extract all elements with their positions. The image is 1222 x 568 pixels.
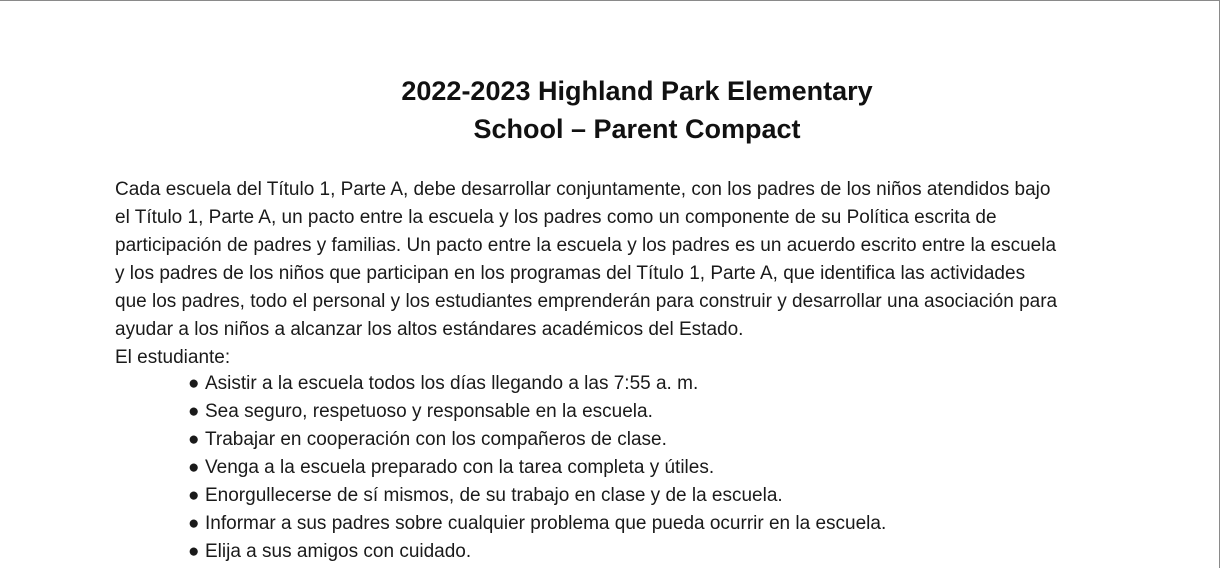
list-item-text: Enorgullecerse de sí mismos, de su trabajo en clase y de la escuela. [205, 485, 783, 506]
bullet-icon: ● [188, 513, 200, 534]
intro-line: el Título 1, Parte A, un pacto entre la escuela y los padres como un componente de su Política escrita de [115, 207, 997, 228]
list-item [188, 454, 886, 482]
intro-line: y los padres de los niños que participan en los programas del Título 1, Parte A, que identifica las actividades [115, 263, 1026, 284]
title-line-1: 2022-2023 Highland Park Elementary [401, 76, 873, 106]
list-item-text: Elija a sus amigos con cuidado. [205, 541, 472, 562]
bullet-icon: ● [188, 457, 200, 478]
title-line-2: School – Parent Compact [473, 114, 801, 144]
list-item-text: Trabajar en cooperación con los compañeros de clase. [205, 429, 667, 450]
list-item [188, 510, 886, 538]
list-item [188, 482, 886, 510]
intro-line: participación de padres y familias. Un pacto entre la escuela y los padres es un acuerdo escrito entre la escuela [115, 235, 1057, 256]
intro-line: ayudar a los niños a alcanzar los altos estándares académicos del Estado. [115, 319, 744, 340]
bullet-icon: ● [188, 541, 200, 562]
intro-line: que los padres, todo el personal y los estudiantes emprenderán para construir y desarrollar una asociación para [115, 291, 1058, 312]
list-item [188, 538, 886, 566]
bullet-icon: ● [188, 401, 200, 422]
list-item-text: Informar a sus padres sobre cualquier problema que pueda ocurrir en la escuela. [205, 513, 887, 534]
intro-paragraph [115, 176, 1175, 372]
list-item-text: Sea seguro, respetuoso y responsable en la escuela. [205, 401, 653, 422]
student-heading: El estudiante: [115, 347, 231, 368]
document-title [0, 72, 1222, 148]
list-item-text: Venga a la escuela preparado con la tarea completa y útiles. [205, 457, 715, 478]
bullet-icon: ● [188, 485, 200, 506]
list-item [188, 370, 886, 398]
bullet-icon: ● [188, 373, 200, 394]
student-responsibilities-list [188, 370, 886, 566]
bullet-icon: ● [188, 429, 200, 450]
list-item [188, 398, 886, 426]
list-item [188, 426, 886, 454]
list-item-text: Asistir a la escuela todos los días llegando a las 7:55 a. m. [205, 373, 699, 394]
intro-line: Cada escuela del Título 1, Parte A, debe desarrollar conjuntamente, con los padres de los niños atendidos bajo [115, 179, 1051, 200]
